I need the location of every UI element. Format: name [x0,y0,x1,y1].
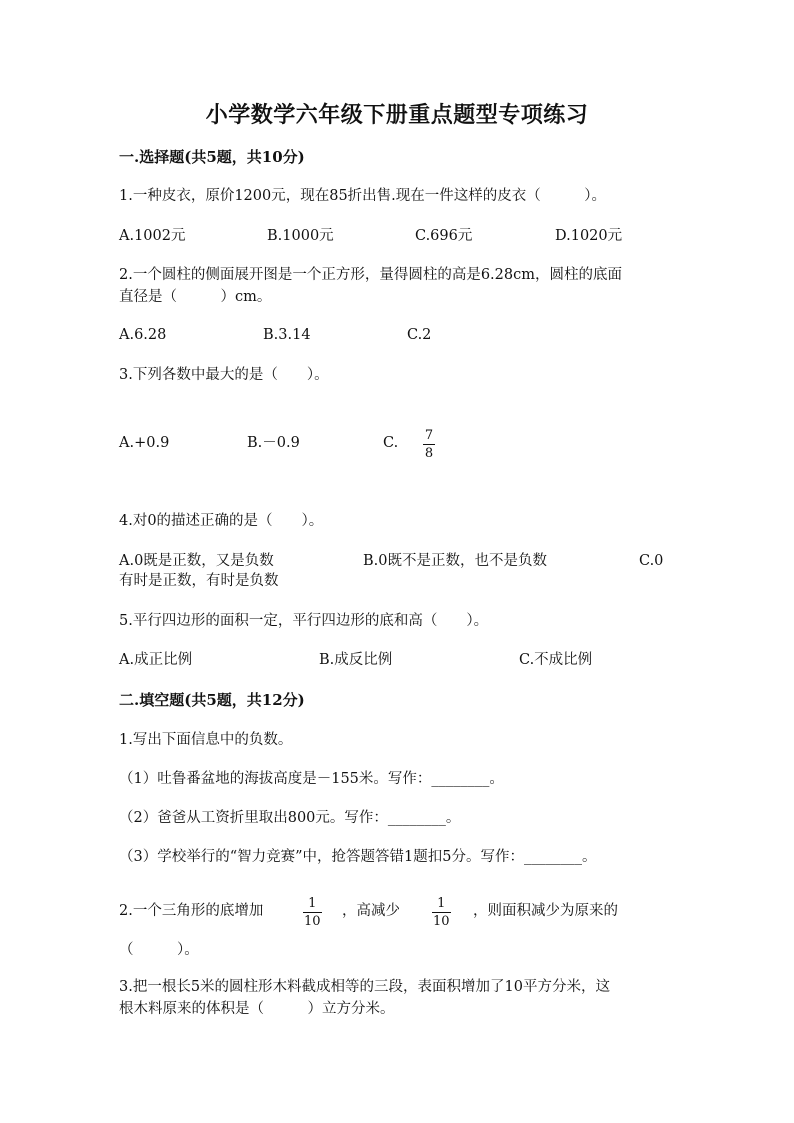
page-title: 小学数学六年级下册重点题型专项练习 [205,102,589,128]
question-1-text: 1.一种皮衣，原价1200元，现在85折出售.现在一件这样的皮衣（ ）。 [119,188,607,204]
fill-q2-fraction-2 [432,896,451,929]
question-5-text: 5.平行四边形的面积一定，平行四边形的底和高（ ）。 [119,613,489,629]
q4-option-c-wrap: 有时是正数，有时是负数 [119,573,279,589]
q1-option-a: A.1002元 [119,228,186,244]
fill-question-2-part-3: ，则面积减少为原来的 [473,903,618,919]
fraction-bar [303,912,322,913]
q4-option-b: B.0既不是正数，也不是负数 [363,553,547,569]
fraction-denominator: 10 [433,914,450,929]
q1-option-c: C.696元 [415,228,473,244]
q3-option-b: B.－0.9 [247,435,300,451]
q4-option-a: A.0既是正数，又是负数 [119,553,274,569]
question-2-line-1: 2.一个圆柱的侧面展开图是一个正方形，量得圆柱的高是6.28cm，圆柱的底面 [119,267,622,283]
fill-question-2-part-2: ，高减少 [342,903,400,919]
q1-option-b: B.1000元 [267,228,334,244]
fraction-denominator: 10 [304,914,321,929]
question-2-line-2: 直径是（ ）cm。 [119,289,272,305]
fraction-numerator: 1 [437,896,446,911]
q2-option-c: C.2 [407,327,432,343]
q3-option-c-fraction [423,428,435,461]
fill-q2-fraction-1 [303,896,322,929]
q1-option-d: D.1020元 [555,228,623,244]
fraction-numerator: 7 [424,428,434,443]
fraction-bar [432,912,451,913]
fraction-denominator: 8 [424,446,434,461]
section-heading-fill: 二.填空题(共5题，共12分) [119,691,305,709]
fill-q1-item-2: （2）爸爸从工资折里取出800元。写作：________。 [119,810,461,826]
fraction-numerator: 1 [308,896,317,911]
q3-option-c: C. [383,435,399,451]
fill-question-3-line-1: 3.把一根长5米的圆柱形木料截成相等的三段，表面积增加了10平方分米，这 [119,979,611,995]
q2-option-a: A.6.28 [119,327,167,343]
q5-option-b: B.成反比例 [319,652,393,668]
fill-q1-item-3: （3）学校举行的“智力竞赛”中，抢答题答错1题扣5分。写作：________。 [119,849,597,865]
section-heading-choice: 一.选择题(共5题，共10分) [119,148,305,166]
fill-q1-item-1: （1）吐鲁番盆地的海拔高度是－155米。写作：________。 [119,771,504,787]
q5-option-a: A.成正比例 [119,652,193,668]
fill-question-2-line-2: （ ）。 [119,942,199,958]
q2-option-b: B.3.14 [263,327,311,343]
fraction-bar [423,444,435,445]
fill-question-3-line-2: 根木料原来的体积是（ ）立方分米。 [119,1001,395,1017]
q4-option-c: C.0 [639,553,664,569]
fill-question-1-text: 1.写出下面信息中的负数。 [119,732,293,748]
q3-option-a: A.+0.9 [119,435,170,451]
question-4-text: 4.对0的描述正确的是（ ）。 [119,513,324,529]
fill-question-2-part-1: 2.一个三角形的底增加 [119,903,264,919]
q5-option-c: C.不成比例 [519,652,593,668]
question-3-text: 3.下列各数中最大的是（ ）。 [119,367,329,383]
